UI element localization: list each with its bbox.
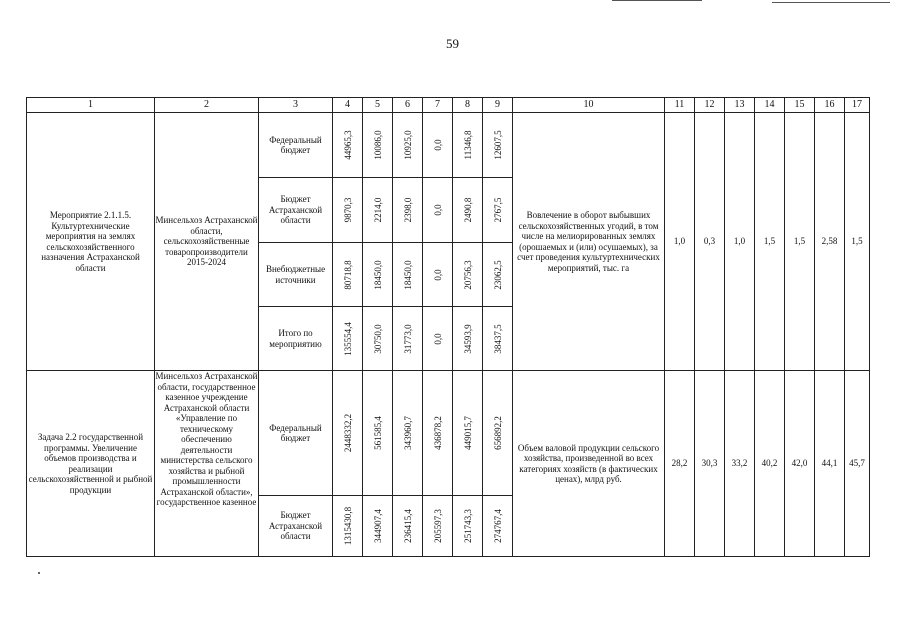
target-value: 1,0	[665, 113, 695, 371]
executor-name: Минсельхоз Астраханской области, государственное казенное учреждение Астраханской области «Управление по техническому обеспечению деятельности министерства сельского хозяйства и рыбной промышленности Астраханской области», государственное казенное	[155, 371, 259, 557]
amount-cell: 12607,5	[483, 113, 513, 178]
table-row	[27, 371, 870, 496]
amount-cell: 251743,3	[453, 496, 483, 557]
funding-source: Внебюджетные источники	[259, 243, 333, 307]
header-row	[27, 98, 870, 113]
header-cell: 16	[815, 98, 845, 113]
amount-cell: 30750,0	[363, 307, 393, 371]
header-cell: 1	[27, 98, 155, 113]
amount-cell: 10086,0	[363, 113, 393, 178]
target-value: 28,2	[665, 371, 695, 557]
target-value: 42,0	[785, 371, 815, 557]
amount-cell: 38437,5	[483, 307, 513, 371]
target-value: 45,7	[845, 371, 870, 557]
target-value: 2,58	[815, 113, 845, 371]
amount-cell: 343960,7	[393, 371, 423, 496]
amount-cell: 44965,3	[333, 113, 363, 178]
header-cell: 5	[363, 98, 393, 113]
header-cell: 4	[333, 98, 363, 113]
amount-cell: 80718,8	[333, 243, 363, 307]
indicator-name: Объем валовой продукции сельского хозяйства, произведенной во всех категориях хозяйств (в фактических ценах), млрд руб.	[513, 371, 665, 557]
header-cell: 11	[665, 98, 695, 113]
header-cell: 14	[755, 98, 785, 113]
amount-cell: 561585,4	[363, 371, 393, 496]
measure-name: Задача 2.2 государственной программы. Увеличение объемов производства и реализации сельскохозяйственной и рыбной продукции	[27, 371, 155, 557]
indicator-name: Вовлечение в оборот выбывших сельскохозяйственных угодий, в том числе на мелиорированных землях (орошаемых и (или) осушаемых), за счет проведения культуртехнических мероприятий, тыс. га	[513, 113, 665, 371]
funding-source: Федеральный бюджет	[259, 113, 333, 178]
target-value: 33,2	[725, 371, 755, 557]
amount-cell: 449015,7	[453, 371, 483, 496]
amount-cell: 10925,0	[393, 113, 423, 178]
amount-cell: 205597,3	[423, 496, 453, 557]
amount-cell: 2214,0	[363, 178, 393, 243]
amount-cell: 2490,8	[453, 178, 483, 243]
amount-cell: 436878,2	[423, 371, 453, 496]
amount-cell: 18450,0	[393, 243, 423, 307]
amount-cell: 0,0	[423, 243, 453, 307]
target-value: 44,1	[815, 371, 845, 557]
amount-cell: 34593,9	[453, 307, 483, 371]
header-cell: 7	[423, 98, 453, 113]
header-cell: 9	[483, 98, 513, 113]
executor-name: Минсельхоз Астраханской области, сельскохозяйственные товаропроизводители 2015-2024	[155, 113, 259, 371]
amount-cell: 31773,0	[393, 307, 423, 371]
amount-cell: 656892,2	[483, 371, 513, 496]
funding-source: Бюджет Астраханской области	[259, 178, 333, 243]
funding-source: Бюджет Астраханской области	[259, 496, 333, 557]
scan-speck	[38, 572, 40, 574]
amount-cell: 344907,4	[363, 496, 393, 557]
amount-cell: 0,0	[423, 178, 453, 243]
target-value: 30,3	[695, 371, 725, 557]
amount-cell: 2767,5	[483, 178, 513, 243]
amount-cell: 0,0	[423, 113, 453, 178]
header-cell: 13	[725, 98, 755, 113]
target-value: 1,5	[785, 113, 815, 371]
header-cell: 12	[695, 98, 725, 113]
header-cell: 15	[785, 98, 815, 113]
amount-cell: 2448332,2	[333, 371, 363, 496]
header-cell: 2	[155, 98, 259, 113]
target-value: 1,5	[845, 113, 870, 371]
header-cell: 17	[845, 98, 870, 113]
header-cell: 8	[453, 98, 483, 113]
amount-cell: 9870,3	[333, 178, 363, 243]
amount-cell: 1315430,8	[333, 496, 363, 557]
amount-cell: 18450,0	[363, 243, 393, 307]
amount-cell: 274767,4	[483, 496, 513, 557]
amount-cell: 11346,8	[453, 113, 483, 178]
amount-cell: 2398,0	[393, 178, 423, 243]
amount-cell: 135554,4	[333, 307, 363, 371]
header-cell: 6	[393, 98, 423, 113]
funding-source: Итого по мероприятию	[259, 307, 333, 371]
table-row	[27, 113, 870, 178]
target-value: 40,2	[755, 371, 785, 557]
amount-cell: 23062,5	[483, 243, 513, 307]
measure-name: Мероприятие 2.1.1.5. Культуртехнические мероприятия на землях сельскохозяйственного назначения Астраханской области	[27, 113, 155, 371]
header-cell: 10	[513, 98, 665, 113]
amount-cell: 20756,3	[453, 243, 483, 307]
target-value: 1,5	[755, 113, 785, 371]
program-table	[26, 97, 870, 557]
header-cell: 3	[259, 98, 333, 113]
target-value: 1,0	[725, 113, 755, 371]
target-value: 0,3	[695, 113, 725, 371]
amount-cell: 0,0	[423, 307, 453, 371]
funding-source: Федеральный бюджет	[259, 371, 333, 496]
amount-cell: 236415,4	[393, 496, 423, 557]
page-number: 59	[446, 36, 459, 51]
